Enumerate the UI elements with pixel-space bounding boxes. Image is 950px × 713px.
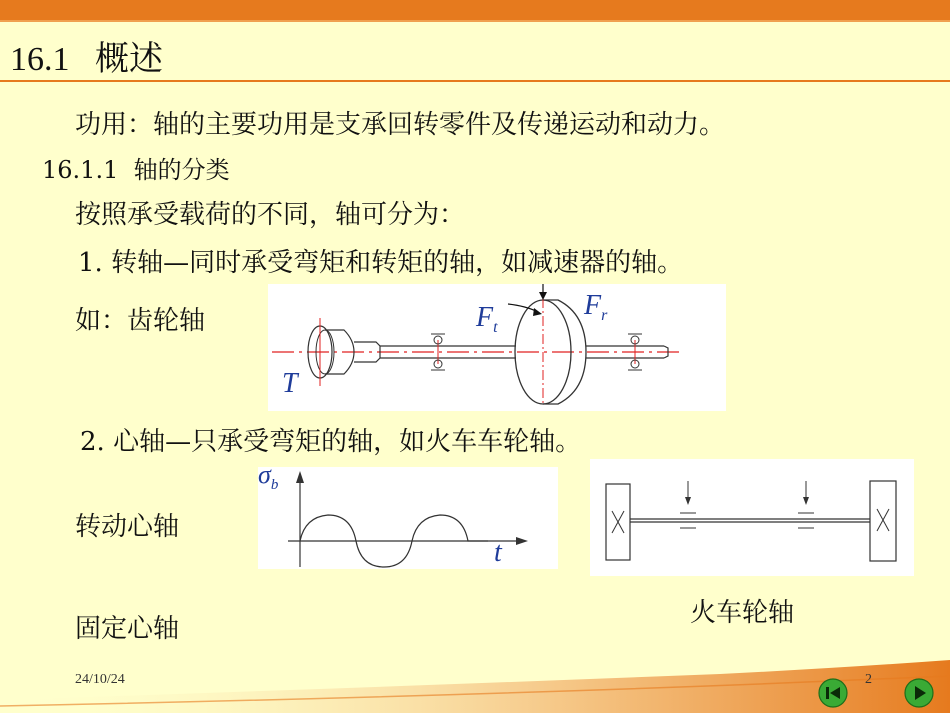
tangential-force-arrow (508, 304, 538, 312)
previous-slide-button[interactable] (818, 678, 848, 708)
slide-title: 16.1 概述 (10, 41, 163, 78)
stress-wave-diagram (258, 467, 558, 569)
gear-shaft-diagram (268, 284, 726, 411)
section-heading: 16.1.1 轴的分类 (42, 156, 230, 184)
example-label: 如：齿轮轴 (75, 306, 206, 336)
top-accent-bar (0, 0, 950, 20)
footer-decoration (0, 640, 950, 713)
skip-back-icon (818, 678, 848, 708)
page-number: 2 (865, 672, 872, 687)
next-slide-button[interactable] (904, 678, 934, 708)
intro-text: 功用：轴的主要功用是支承回转零件及传递运动和动力。 (75, 110, 726, 140)
fixed-mandrel-label: 固定心轴 (75, 614, 180, 644)
train-axle-diagram (590, 459, 914, 576)
item-mandrel: 2. 心轴—只承受弯矩的轴，如火车车轮轴。 (80, 427, 582, 457)
rotating-mandrel-label: 转动心轴 (75, 512, 180, 542)
bending-stress-plot (258, 467, 558, 569)
title-underline (0, 80, 950, 82)
play-next-icon (904, 678, 934, 708)
top-accent-line (0, 20, 950, 22)
radial-force-label: $F_r$ (584, 290, 608, 324)
train-axle-figure (590, 459, 914, 576)
classify-text: 按照承受载荷的不同，轴可分为： (75, 200, 466, 230)
stress-axis-label: $\sigma_b$ (258, 467, 279, 493)
slide-date: 24/10/24 (75, 672, 125, 687)
item-rotating-shaft: 1. 转轴—同时承受弯矩和转矩的轴，如减速器的轴。 (78, 248, 684, 278)
gear-shaft-figure (268, 284, 726, 411)
tangential-force-label: $F_t$ (476, 302, 498, 336)
train-axle-caption: 火车轮轴 (690, 598, 795, 628)
time-axis-label: t (494, 537, 502, 568)
torque-label: T (282, 368, 298, 399)
